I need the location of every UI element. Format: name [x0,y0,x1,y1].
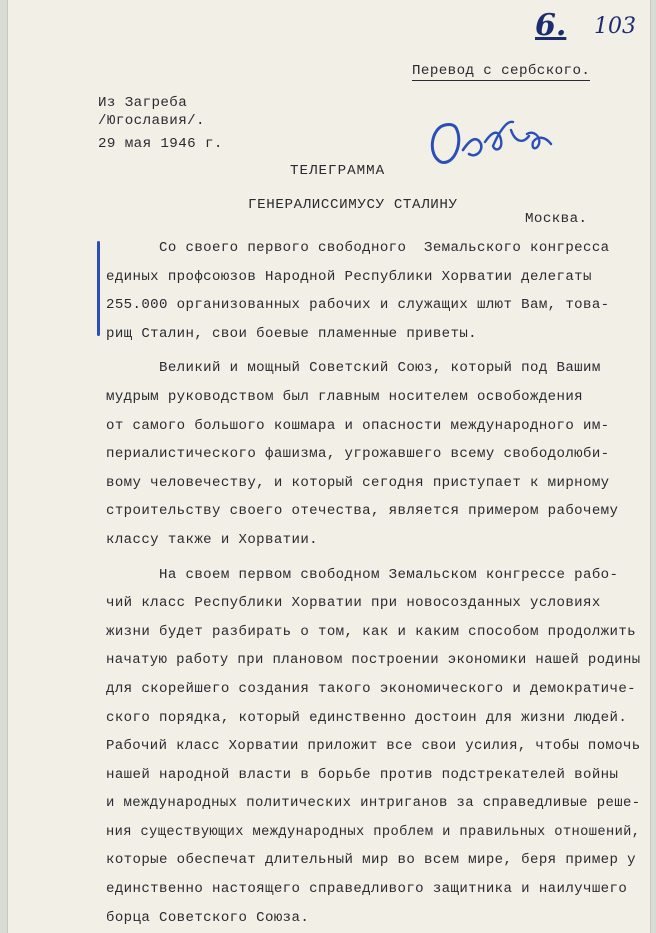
body-line: нашей народной власти в борьбе против подстрекателей войны [106,766,619,783]
body-line: Великий и мощный Советский Союз, который под Вашим [106,360,601,377]
body-line: ния существующих международных проблем и правильных отношений, [106,823,641,840]
body-line: чий класс Республики Хорватии при новосозданных условиях [106,595,601,612]
archive-number: 6. [535,8,567,43]
body-line: периалистического фашизма, угрожавшего всему свободолюби- [106,446,610,463]
addressee: ГЕНЕРАЛИССИМУСУ СТАЛИНУ [248,197,458,213]
body-line: единственно настоящего справедливого защитника и наилучшего [106,881,628,898]
body-line: начатую работу при плановом построении экономики нашей родины [106,652,641,669]
body-line: вому человечеству, и который сегодня приступает к мирному [106,474,610,491]
body-line: строительству своего отечества, является примером рабочему [106,503,619,520]
body-line: ского порядка, который единственно достоин для жизни людей. [106,709,628,726]
margin-mark [97,241,100,336]
body-line: Рабочий класс Хорватии приложит все свои усилия, чтобы помочь [106,738,641,755]
translation-note: Перевод с сербского. [412,63,591,79]
destination-city: Москва. [525,211,588,227]
telegram-body [106,234,646,932]
body-line: рищ Сталин, свои боевые пламенные приветы. [106,325,478,342]
page-number: 103 [594,14,636,39]
body-line: от самого большого кошмара и опасности международного им- [106,417,610,434]
body-line: и международных политических интриганов за справедливые реше- [106,795,641,812]
body-line: Со своего первого свободного Земальского конгресса [106,240,610,256]
document-type: ТЕЛЕГРАММА [290,163,386,179]
body-line: На своем первом свободном Земальском конгрессе рабо- [106,566,619,583]
body-line: борца Советского Союза. [106,909,310,926]
body-line: жизни будет разбирать о том, как и каким способом продолжить [106,623,637,640]
date: 29 мая 1946 г. [98,136,223,152]
body-line: единых профсоюзов Народной Республики Хорватии делегаты [106,268,592,285]
document-page [8,0,650,933]
origin-country: /Югославия/. [98,113,205,129]
body-line: для скорейшего создания такого экономического и демократиче- [106,680,637,697]
body-line: 255.000 организованных рабочих и служащих шлют Вам, това- [106,297,610,314]
body-line: мудрым руководством был главным носителем освобождения [106,388,584,405]
body-line: классу также и Хорватии. [106,531,319,548]
signature-mark [423,100,563,180]
body-line: которые обеспечат длительный мир во всем мире, беря пример у [106,852,637,869]
origin-city: Из Загреба [98,95,188,111]
